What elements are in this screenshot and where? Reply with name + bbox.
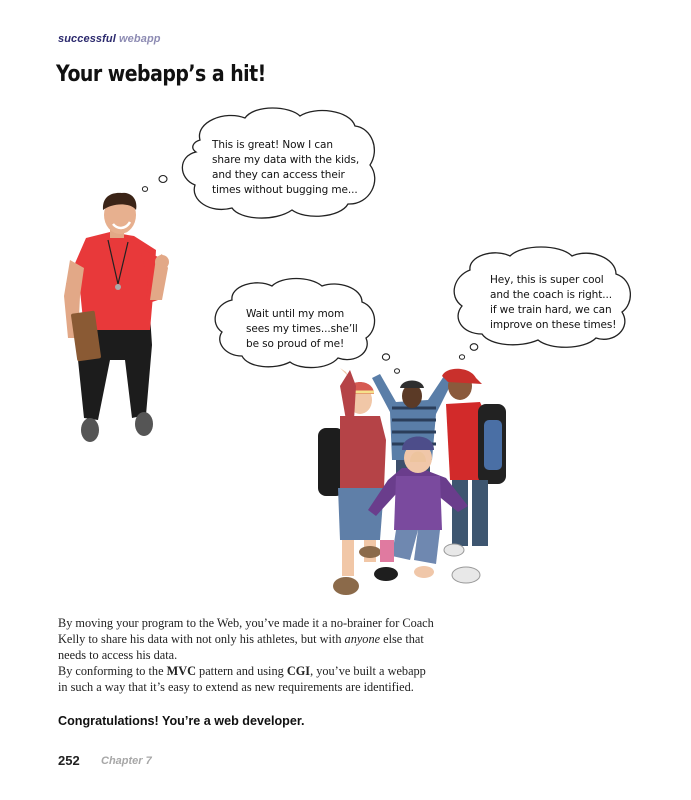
paragraph1-emphasis: anyone (344, 632, 381, 646)
paragraph-web-sharing (58, 615, 448, 663)
kid-right-bubble-text: Hey, this is super cool and the coach is right... if we train hard, we can improve on these times! (490, 274, 617, 331)
page-title: Your webapp’s a hit! (56, 62, 266, 87)
coach-bubble-text: This is great! Now I can share my data with the kids, and they can access their times without bugging me... (212, 139, 360, 196)
running-head-topic: webapp (119, 33, 161, 45)
paragraph1-before: By moving your program to the Web, you’ve made it a no-brainer for Coach Kelly to share his data with not only his athletes, but with (58, 616, 434, 646)
coach-figure (64, 193, 169, 442)
paragraph-mvc-cgi (58, 663, 438, 695)
paragraph2-a: By conforming to the (58, 664, 167, 678)
page-number: 252 (58, 753, 80, 768)
congratulations-heading: Congratulations! You’re a web developer. (58, 714, 305, 728)
paragraph2-mvc: MVC (166, 664, 196, 678)
chapter-label: Chapter 7 (101, 755, 152, 767)
kids-group (318, 368, 506, 595)
paragraph2-b: pattern and using (195, 664, 287, 678)
kid-left-bubble-text: Wait until my mom sees my times...she’ll be so proud of me! (246, 308, 358, 350)
paragraph2-c: , you’ve built a webapp in such a way that it’s easy to extend as new requirements are identified. (58, 664, 426, 694)
paragraph1-after: else that needs to access his data. (58, 632, 424, 662)
running-head-section: successful (58, 33, 116, 45)
paragraph2-cgi: CGI (286, 664, 311, 678)
